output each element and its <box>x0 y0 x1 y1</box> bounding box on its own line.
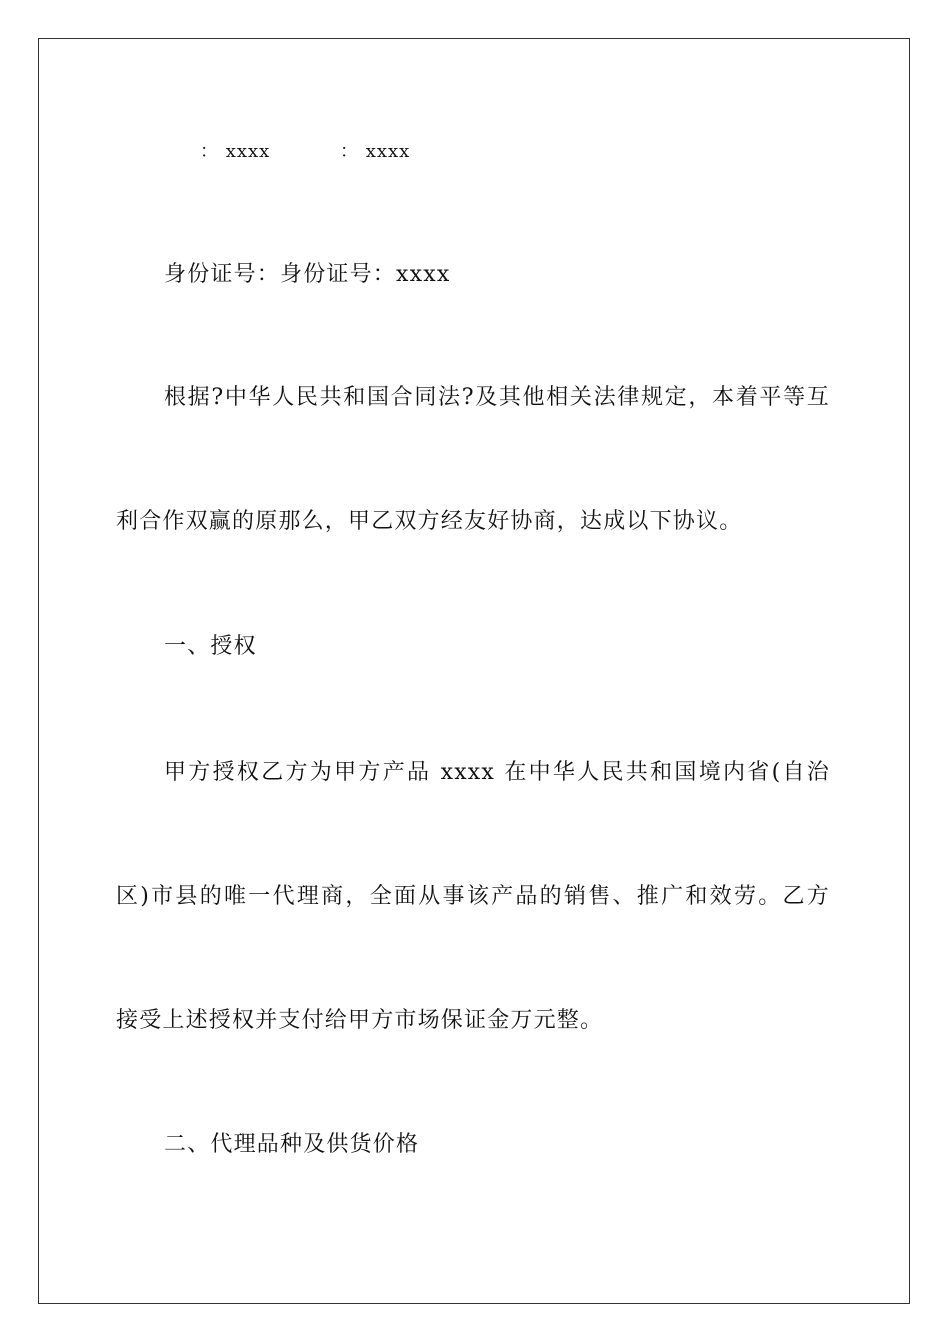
party-a-value: ： xxxx <box>200 141 271 162</box>
section-1-line-2: 区)市县的唯一代理商，全面从事该产品的销售、推广和效劳。乙方 <box>116 884 830 909</box>
section-1-line-1: 甲方授权乙方为甲方产品 xxxx 在中华人民共和国境内省(自治 <box>164 760 830 785</box>
page-border <box>38 38 910 1304</box>
party-b-value: ： xxxx <box>340 141 411 162</box>
section-2-heading: 二、代理品种及供货价格 <box>164 1132 420 1157</box>
section-1-heading: 一、授权 <box>164 634 257 659</box>
id-number-line: 身份证号：身份证号：xxxx <box>164 262 451 287</box>
section-1-line-3: 接受上述授权并支付给甲方市场保证金万元整。 <box>116 1008 604 1033</box>
intro-line-1: 根据?中华人民共和国合同法?及其他相关法律规定，本着平等互 <box>164 385 830 410</box>
intro-line-2: 利合作双赢的原那么，甲乙双方经友好协商，达成以下协议。 <box>116 509 743 534</box>
